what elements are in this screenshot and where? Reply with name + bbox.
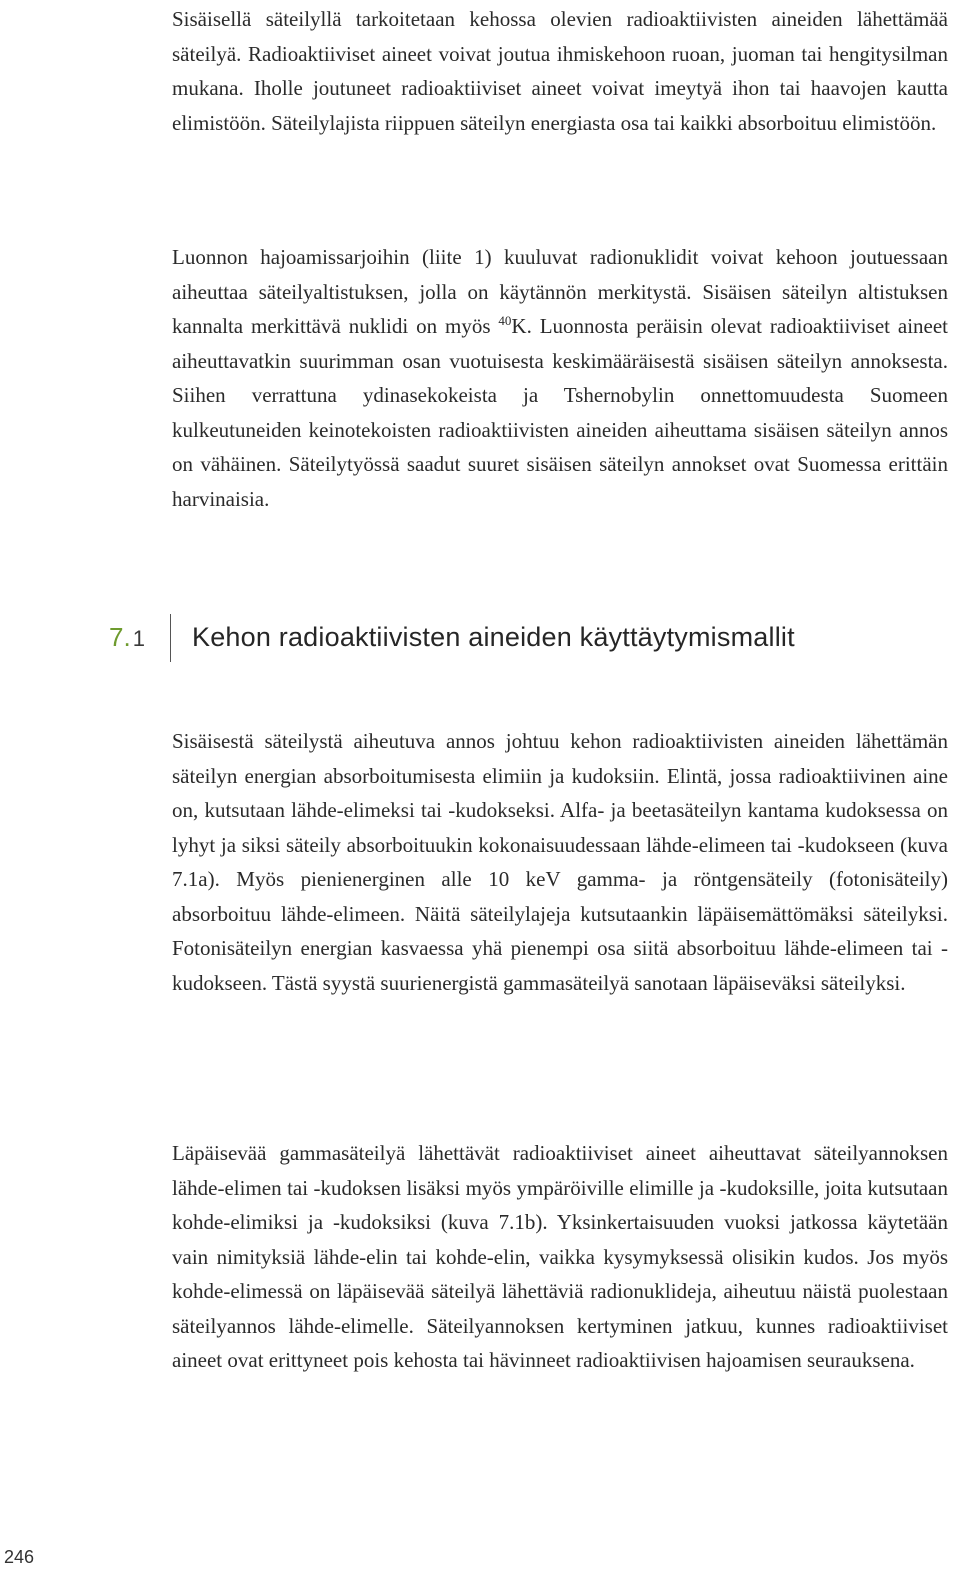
body-paragraph (172, 2, 948, 140)
paragraph-text-after: K. Luonnosta peräisin olevat radioaktiiviset aineet aiheuttavatkin suurimman osan vuotuisesta keskimääräisestä sisäisen säteilyn annoksesta. Siihen verrattuna ydinasekokeista ja Tshernobylin onnettomuudesta Suomeen kulkeutuneiden keinotekoisten radioaktiivisten aineiden aiheuttama sisäisen säteilyn annos on vähäinen. Säteilytyössä saadut suuret sisäisen säteilyn annokset ovat Suomessa erittäin harvinaisia. (172, 314, 948, 511)
section-number-minor: 1 (132, 626, 145, 651)
section-title: Kehon radioaktiivisten aineiden käyttäytymismallit (192, 622, 795, 652)
paragraph-text (172, 240, 948, 516)
section-heading (0, 614, 960, 666)
paragraph-text: Sisäisellä säteilyllä tarkoitetaan kehossa olevien radioaktiivisten aineiden lähettämää säteilyä. Radioaktiiviset aineet voivat joutua ihmiskehoon ruoan, juoman tai hengitysilman mukana. Iholle joutuneet radioaktiiviset aineet voivat imeytyä ihon tai haavojen kautta elimistöön. Säteilylajista riippuen säteilyn energiasta osa tai kaikki absorboituu elimistöön. (172, 7, 948, 135)
body-paragraph (172, 724, 948, 1000)
page-number: 246 (4, 1547, 35, 1567)
paragraph-text-before: Luonnon hajoamissarjoihin (liite 1) kuuluvat radionuklidit voivat kehoon joutuessaan aiheuttaa säteilyaltistuksen, jolla on käytännön merkitystä. Sisäisen säteilyn altistuksen kannalta merkittävä nuklidi on myös (172, 245, 948, 338)
body-paragraph (172, 1136, 948, 1378)
isotope-mass-number: 40 (498, 313, 512, 328)
section-number (109, 622, 145, 653)
paragraph-text: Läpäisevää gammasäteilyä lähettävät radioaktiiviset aineet aiheuttavat säteilyannoksen lähde-elimen tai -kudoksen lisäksi myös ympäröiville elimille ja -kudoksille, joita kutsutaan kohde-elimiksi ja -kudoksiksi (kuva 7.1b). Yksinkertaisuuden vuoksi jatkossa käytetään vain nimityksiä lähde-elin tai kohde-elin, vaikka kysymyksessä olisikin kudos. Jos myös kohde-elimessä on läpäisevää säteilyä lähettäviä radionuklideja, aiheutuu näistä puolestaan säteilyannos lähde-elimelle. Säteilyannoksen kertyminen jatkuu, kunnes radioaktiiviset aineet ovat erittyneet pois kehosta tai hävinneet radioaktiivisen hajoamisen seurauksena. (172, 1141, 948, 1372)
paragraph-text: Sisäisestä säteilystä aiheutuva annos johtuu kehon radioaktiivisten aineiden lähettämän säteilyn energian absorboitumisesta elimiin ja kudoksiin. Elintä, jossa radioaktiivinen aine on, kutsutaan lähde-elimeksi tai -kudokseksi. Alfa- ja beetasäteilyn kantama kudoksessa on lyhyt ja siksi säteily absorboituukin kokonaisuudessaan lähde-elimeen tai -kudokseen (kuva 7.1a). Myös pienienerginen alle 10 keV gamma- ja röntgensäteily (fotonisäteily) absorboituu lähde-elimeen. Näitä säteilylajeja kutsutaankin läpäisemättömäksi säteilyksi. Fotonisäteilyn energian kasvaessa yhä pienempi osa siitä absorboituu lähde-elimeen tai -kudokseen. Tästä syystä suurienergistä gammasäteilyä sanotaan läpäiseväksi säteilyksi. (172, 729, 948, 995)
section-number-major: 7. (109, 622, 131, 652)
section-divider (170, 614, 171, 662)
body-paragraph (172, 240, 948, 516)
